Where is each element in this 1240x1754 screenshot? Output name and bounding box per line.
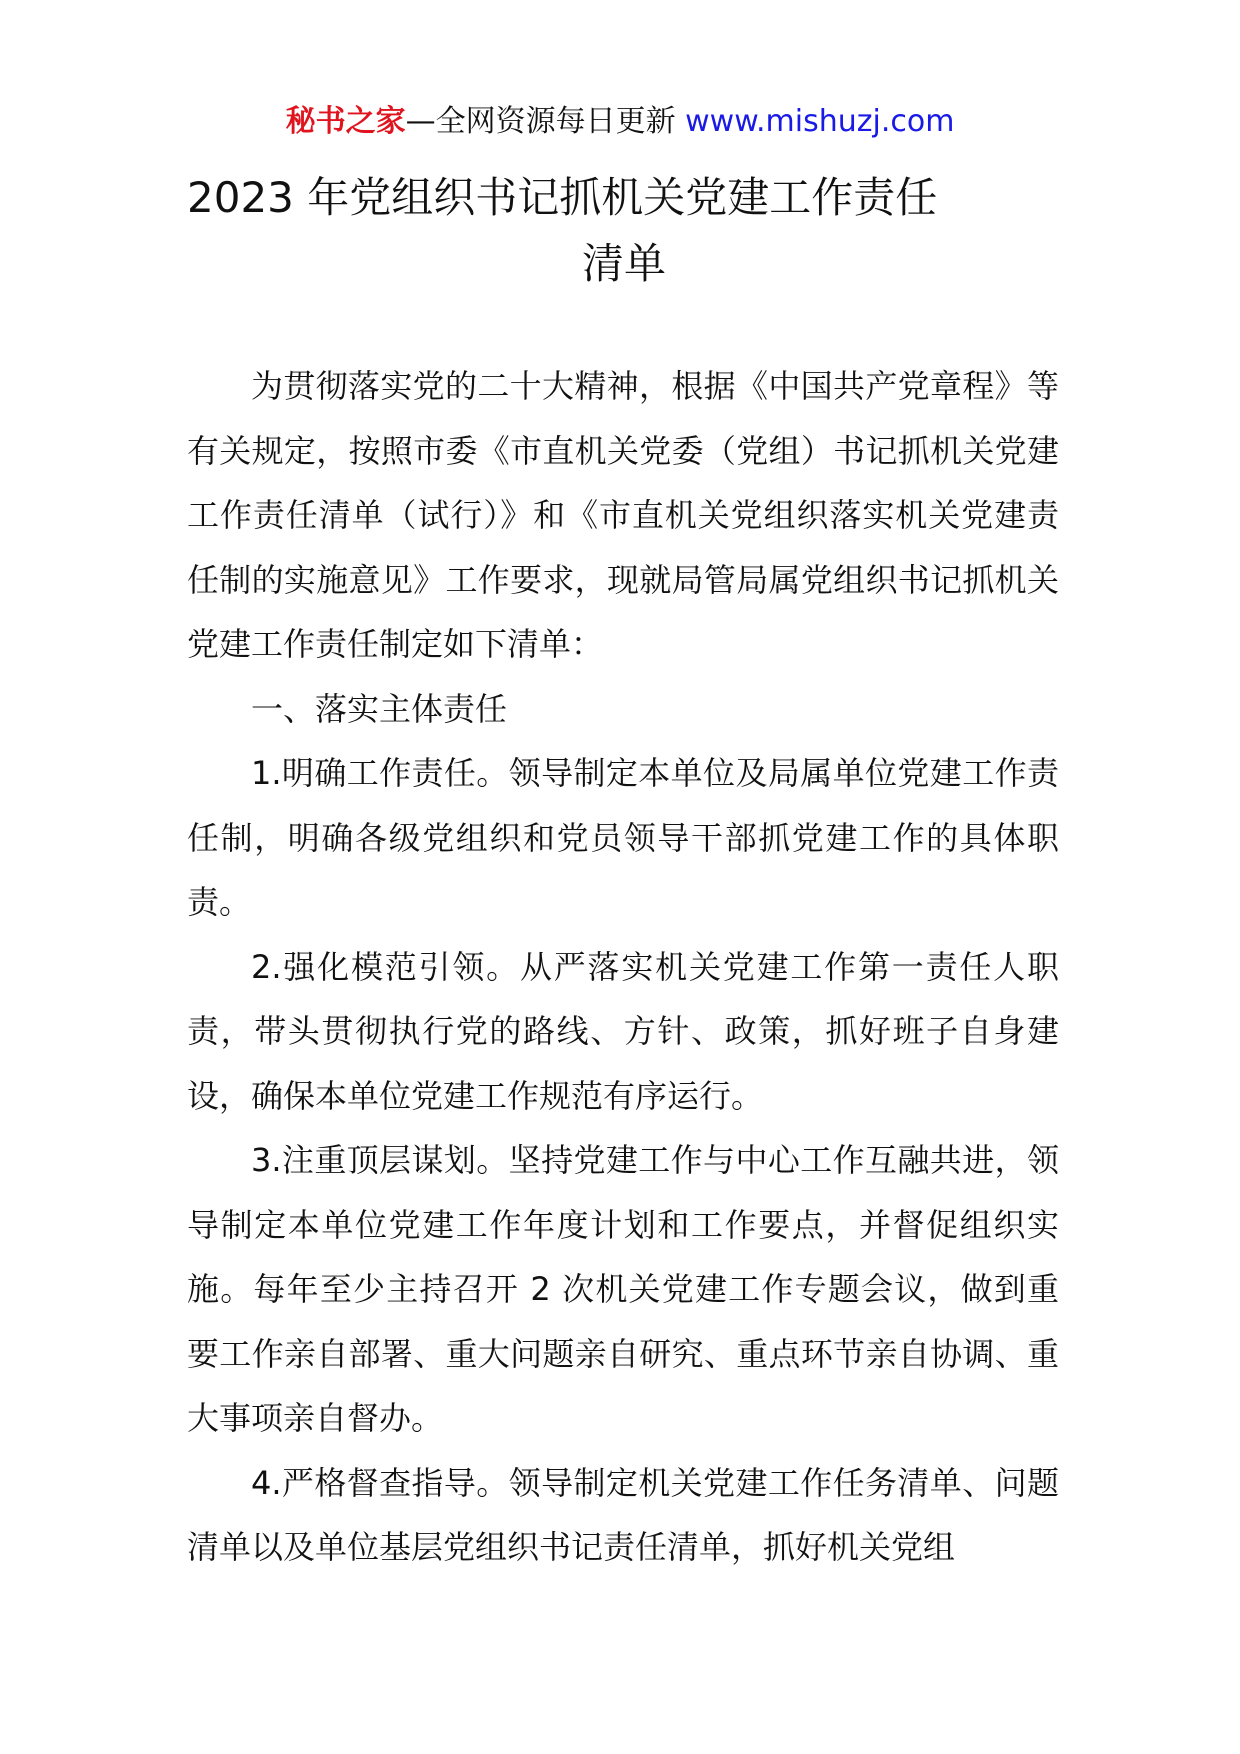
intro-paragraph: 为贯彻落实党的二十大精神，根据《中国共产党章程》等有关规定，按照市委《市直机关党委（党组）书记抓机关党建工作责任清单（试行）》和《市直机关党组织落实机关党建责任制的实施意见》工作要求，现就局管局属党组织书记抓机关党建工作责任制定如下清单： xyxy=(187,367,1059,663)
item-paragraph-1: 1.明确工作责任。领导制定本单位及局属单位党建工作责任制，明确各级党组织和党员领导干部抓党建工作的具体职责。 xyxy=(187,754,1059,921)
item-paragraph-3: 3.注重顶层谋划。坚持党建工作与中心工作互融共进，领导制定本单位党建工作年度计划和工作要点，并督促组织实施。每年至少主持召开 2 次机关党建工作专题会议，做到重要工作亲自部署、重大问题亲自研究、重点环节亲自协调、重大事项亲自督办。 xyxy=(187,1141,1059,1437)
item-paragraph-2: 2.强化模范引领。从严落实机关党建工作第一责任人职责，带头贯彻执行党的路线、方针、政策，抓好班子自身建设，确保本单位党建工作规范有序运行。 xyxy=(187,947,1059,1115)
title-line-2: 清单 xyxy=(581,239,666,288)
document-title xyxy=(150,165,1090,297)
site-url: www.mishuzj.com xyxy=(685,104,955,139)
section-heading: 一、落实主体责任 xyxy=(251,689,508,728)
item-paragraph-4: 4.严格督查指导。领导制定机关党建工作任务清单、问题清单以及单位基层党组织书记责任清单，抓好机关党组 xyxy=(187,1463,1059,1566)
header-slogan: —全网资源每日更新 xyxy=(405,104,676,139)
watermark-header xyxy=(0,100,1240,144)
title-line-1: 2023 年党组织书记抓机关党建工作责任 xyxy=(187,173,938,222)
document-body xyxy=(187,354,1059,1580)
brand-name: 秘书之家 xyxy=(285,104,406,139)
